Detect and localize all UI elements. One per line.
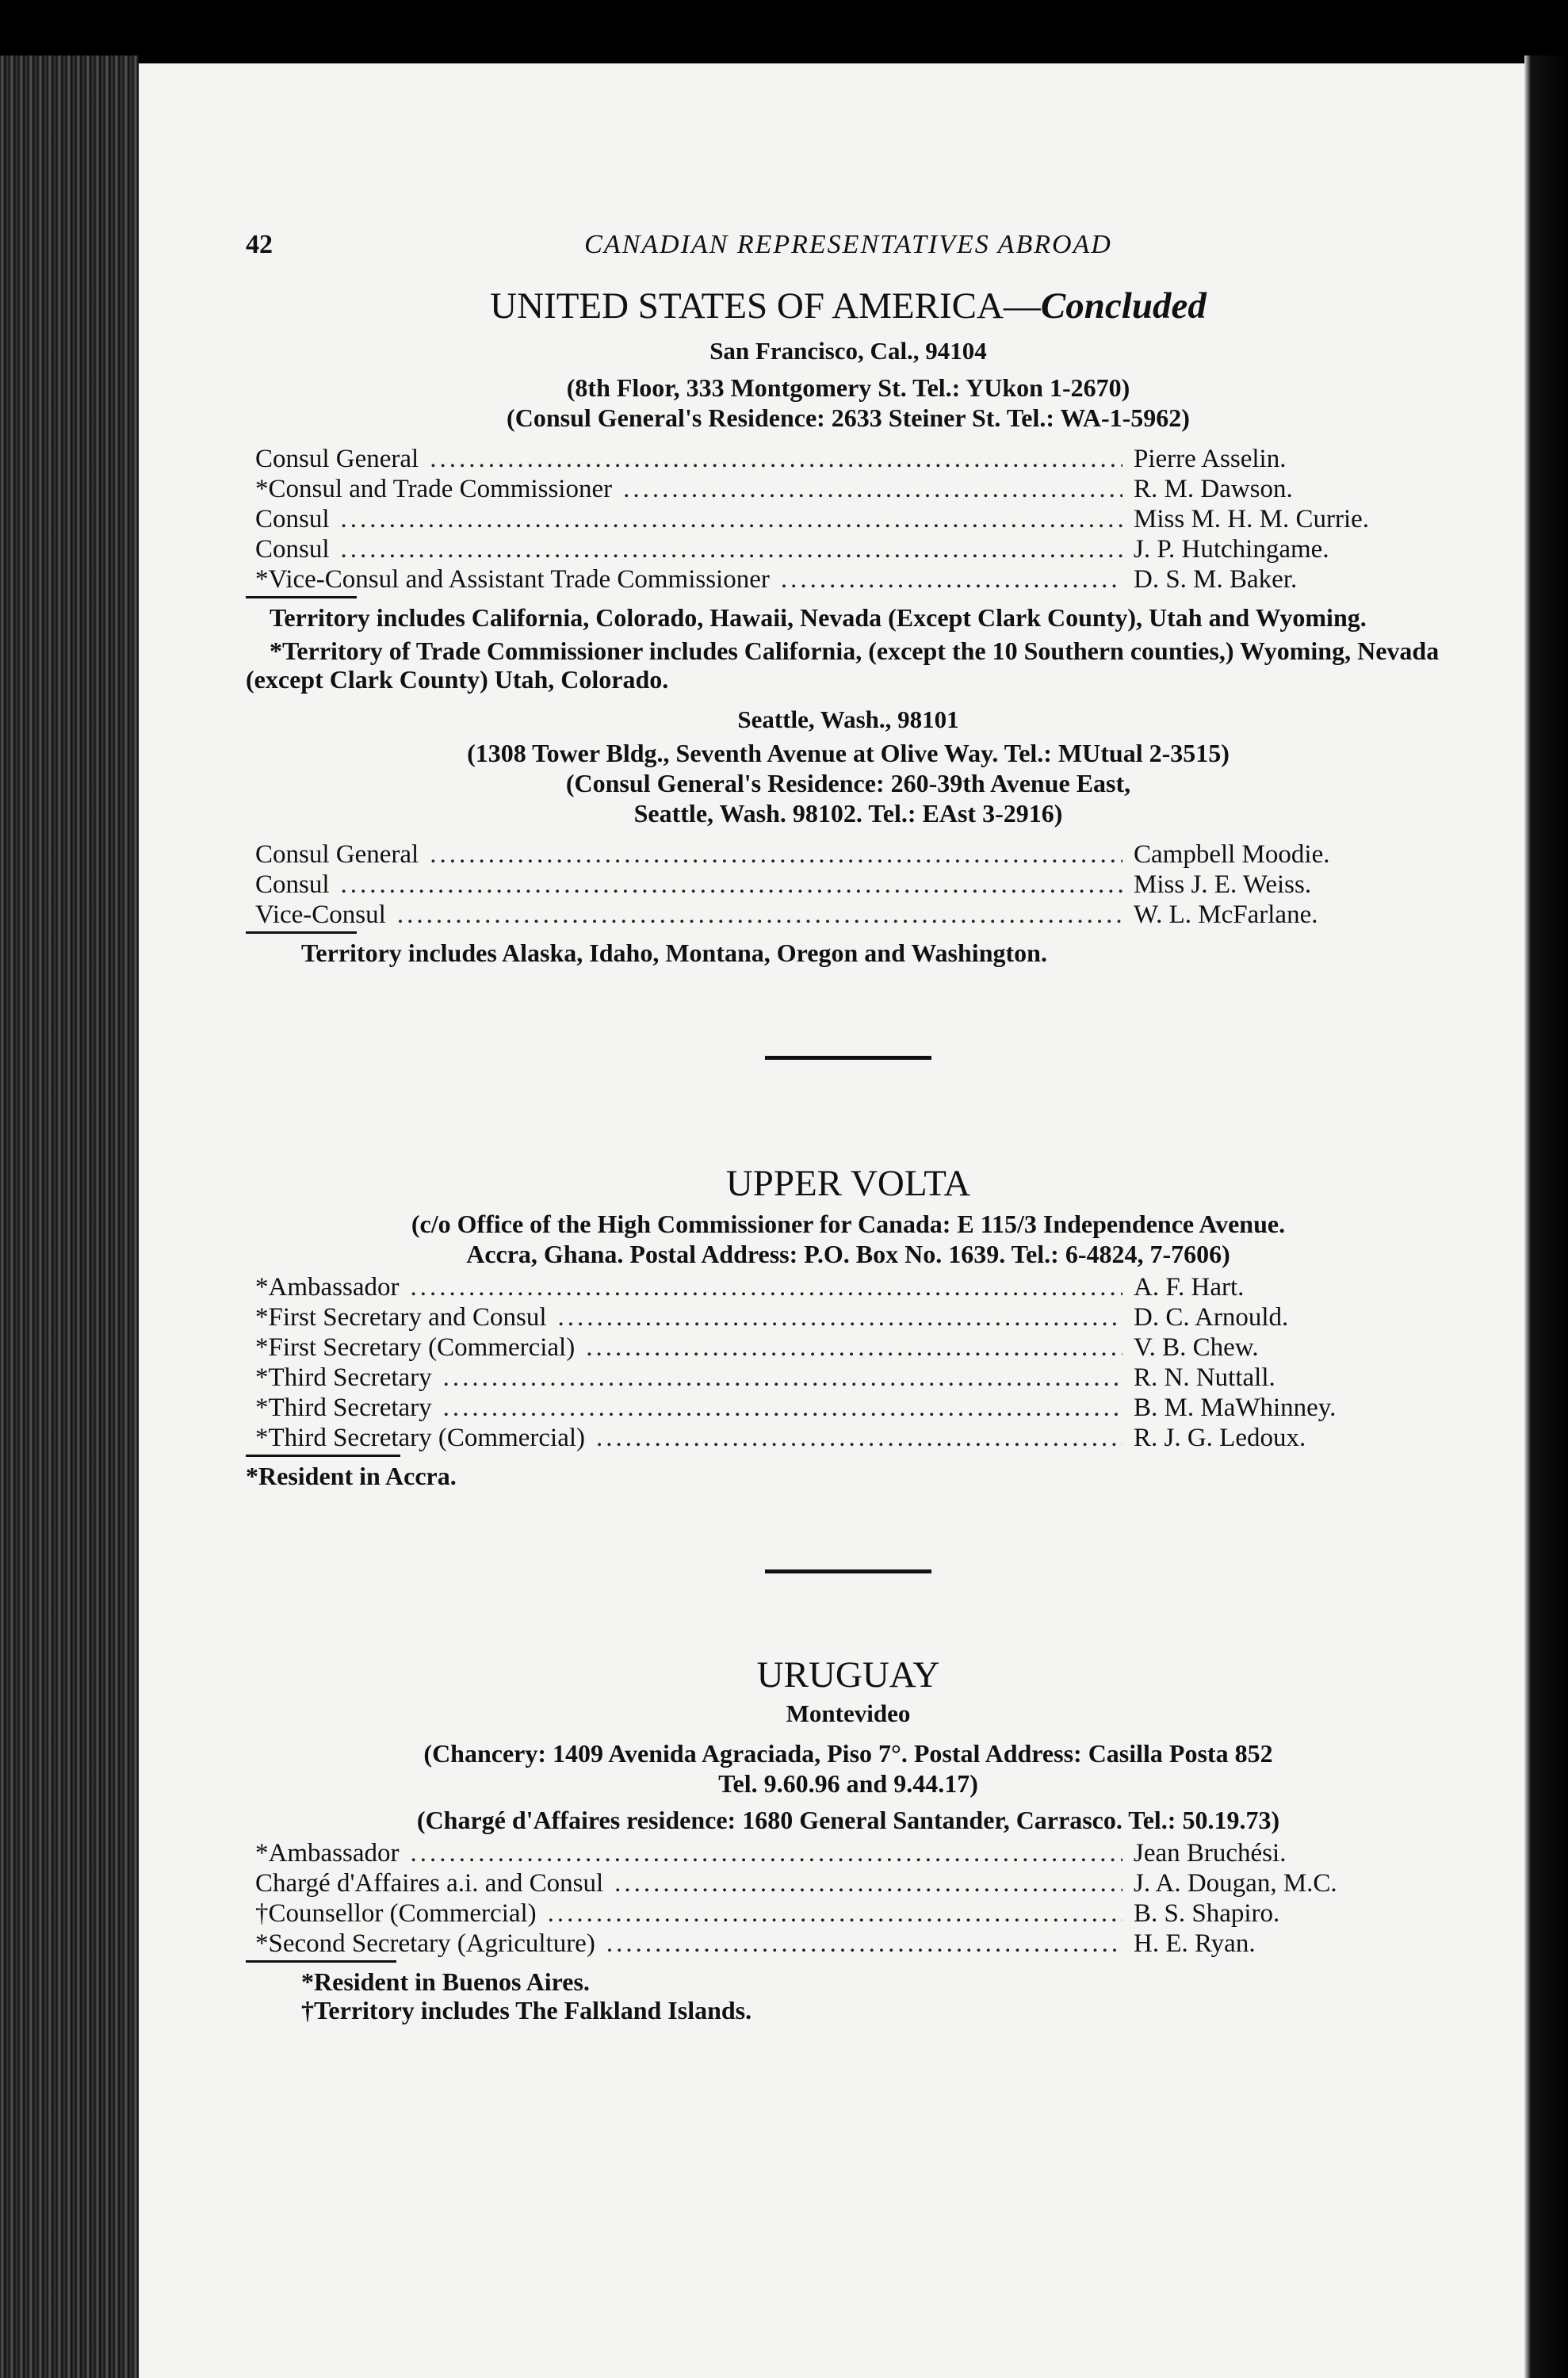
- uruguay-note-falklands: †Territory includes The Falkland Islands.: [301, 1996, 752, 2024]
- dot-leader: [430, 839, 1122, 870]
- staff-position: *Third Secretary (Commercial): [255, 1424, 585, 1452]
- seattle-staff-list: [246, 839, 1451, 930]
- staff-position: *Second Secretary (Agriculture): [255, 1929, 595, 1958]
- staff-name: A. F. Hart.: [1134, 1273, 1245, 1302]
- dot-leader: [397, 900, 1122, 930]
- staff-name: Miss M. H. M. Currie.: [1134, 505, 1370, 533]
- page-number: 42: [246, 230, 273, 259]
- footnote-separator: [246, 596, 357, 598]
- staff-name: R. M. Dawson.: [1134, 475, 1293, 503]
- staff-row: [246, 1929, 1451, 1959]
- staff-position: †Counsellor (Commercial): [255, 1899, 537, 1928]
- staff-position: Consul: [255, 505, 330, 533]
- sf-staff-list: [246, 444, 1451, 594]
- staff-position: *Consul and Trade Commissioner: [255, 475, 613, 503]
- staff-name: W. L. McFarlane.: [1134, 900, 1318, 929]
- staff-name: R. N. Nuttall.: [1134, 1363, 1275, 1392]
- sf-territory-note: Territory includes California, Colorado, Hawaii, Nevada (Except Clark County), Utah and Wyoming.: [270, 603, 1367, 632]
- staff-name: R. J. G. Ledoux.: [1134, 1424, 1306, 1452]
- staff-position: Vice-Consul: [255, 900, 386, 929]
- uruguay-title: URUGUAY: [756, 1654, 940, 1696]
- staff-name: Jean Bruchési.: [1134, 1839, 1287, 1868]
- usa-heading: [246, 284, 1451, 328]
- dot-leader: [341, 534, 1122, 564]
- uruguay-city: Montevideo: [786, 1699, 911, 1727]
- running-head: [246, 230, 1451, 277]
- uruguay-staff-list: [246, 1838, 1451, 1959]
- upper-volta-address-line2: Accra, Ghana. Postal Address: P.O. Box No. 1639. Tel.: 6-4824, 7-7606): [466, 1240, 1230, 1268]
- upper-volta-staff-list: [246, 1272, 1451, 1453]
- scan-shadow-left: [0, 55, 139, 2378]
- sf-city: San Francisco, Cal., 94104: [709, 337, 987, 365]
- staff-position: Consul: [255, 535, 330, 564]
- staff-position: *First Secretary and Consul: [255, 1303, 547, 1332]
- staff-name: Campbell Moodie.: [1134, 840, 1330, 869]
- seattle-territory-note: Territory includes Alaska, Idaho, Montana, Oregon and Washington.: [301, 939, 1047, 967]
- uruguay-residence: (Chargé d'Affaires residence: 1680 General Santander, Carrasco. Tel.: 50.19.73): [416, 1806, 1280, 1834]
- staff-name: H. E. Ryan.: [1134, 1929, 1256, 1958]
- sf-address: (8th Floor, 333 Montgomery St. Tel.: YUkon 1-2670): [566, 373, 1130, 402]
- seattle-residence-line1: (Consul General's Residence: 260-39th Avenue East,: [565, 769, 1131, 797]
- staff-name: D. C. Arnould.: [1134, 1303, 1289, 1332]
- staff-position: Consul: [255, 870, 330, 899]
- seattle-city: Seattle, Wash., 98101: [737, 705, 959, 733]
- staff-position: *Ambassador: [255, 1839, 400, 1868]
- dot-leader: [623, 474, 1122, 504]
- staff-name: D. S. M. Baker.: [1134, 565, 1298, 594]
- footnote-separator: [246, 1455, 400, 1457]
- upper-volta-note: *Resident in Accra.: [246, 1462, 457, 1490]
- usa-title: UNITED STATES OF AMERICA—: [490, 285, 1041, 327]
- usa-title-suffix: Concluded: [1040, 285, 1207, 327]
- staff-position: *First Secretary (Commercial): [255, 1333, 576, 1362]
- uruguay-address-line1: (Chancery: 1409 Avenida Agraciada, Piso 7°. Postal Address: Casilla Posta 852: [423, 1739, 1273, 1768]
- staff-row: [246, 1272, 1451, 1302]
- staff-name: B. M. MaWhinney.: [1134, 1394, 1337, 1422]
- staff-row: [246, 564, 1451, 594]
- staff-row: [246, 1838, 1451, 1868]
- staff-position: Chargé d'Affaires a.i. and Consul: [255, 1869, 604, 1898]
- staff-row: [246, 870, 1451, 900]
- scan-shadow-right: [1524, 55, 1568, 2378]
- dot-leader: [781, 564, 1122, 594]
- staff-position: Consul General: [255, 445, 419, 473]
- uruguay-note-buenos-aires: *Resident in Buenos Aires.: [301, 1967, 590, 1996]
- staff-name: Miss J. E. Weiss.: [1134, 870, 1312, 899]
- staff-position: *Third Secretary: [255, 1394, 432, 1422]
- staff-row: [246, 1868, 1451, 1898]
- staff-position: Consul General: [255, 840, 419, 869]
- staff-row: [246, 1363, 1451, 1393]
- staff-position: *Third Secretary: [255, 1363, 432, 1392]
- dot-leader: [596, 1423, 1122, 1453]
- uruguay-address-line2: Tel. 9.60.96 and 9.44.17): [718, 1769, 978, 1798]
- staff-name: V. B. Chew.: [1134, 1333, 1259, 1362]
- dot-leader: [606, 1929, 1122, 1959]
- dot-leader: [430, 444, 1122, 474]
- staff-row: [246, 444, 1451, 474]
- seattle-address: (1308 Tower Bldg., Seventh Avenue at Olive Way. Tel.: MUtual 2-3515): [467, 739, 1230, 767]
- staff-row: [246, 1302, 1451, 1332]
- sf-trade-territory-note: *Territory of Trade Commissioner includes California, (except the 10 Southern counties,) Wyoming, Nevada (except Clark County) Utah, Colorado.: [246, 637, 1440, 694]
- staff-name: B. S. Shapiro.: [1134, 1899, 1280, 1928]
- upper-volta-address-line1: (c/o Office of the High Commissioner for Canada: E 115/3 Independence Avenue.: [411, 1210, 1286, 1238]
- dot-leader: [443, 1363, 1122, 1393]
- staff-name: J. A. Dougan, M.C.: [1134, 1869, 1337, 1898]
- staff-row: [246, 474, 1451, 504]
- dot-leader: [410, 1272, 1122, 1302]
- staff-row: [246, 1423, 1451, 1453]
- staff-row: [246, 839, 1451, 870]
- staff-row: [246, 900, 1451, 930]
- dot-leader: [586, 1332, 1122, 1363]
- dot-leader: [548, 1898, 1122, 1929]
- staff-row: [246, 1332, 1451, 1363]
- staff-name: Pierre Asselin.: [1134, 445, 1287, 473]
- dot-leader: [443, 1393, 1122, 1423]
- dot-leader: [558, 1302, 1122, 1332]
- staff-position: *Vice-Consul and Assistant Trade Commissioner: [255, 565, 770, 594]
- footnote-separator: [246, 931, 357, 934]
- staff-name: J. P. Hutchingame.: [1134, 535, 1329, 564]
- seattle-residence-line2: Seattle, Wash. 98102. Tel.: EAst 3-2916): [633, 799, 1063, 828]
- dot-leader: [341, 870, 1122, 900]
- staff-position: *Ambassador: [255, 1273, 400, 1302]
- sf-residence: (Consul General's Residence: 2633 Steiner St. Tel.: WA-1-5962): [507, 403, 1190, 432]
- staff-row: [246, 534, 1451, 564]
- footnote-separator: [246, 1960, 396, 1963]
- staff-row: [246, 1393, 1451, 1423]
- dot-leader: [614, 1868, 1122, 1898]
- running-head-title: CANADIAN REPRESENTATIVES ABROAD: [584, 230, 1112, 259]
- staff-row: [246, 504, 1451, 534]
- document-page: [139, 63, 1524, 2378]
- dot-leader: [410, 1838, 1122, 1868]
- page-content: [246, 230, 1451, 2024]
- upper-volta-title: UPPER VOLTA: [725, 1163, 971, 1204]
- dot-leader: [341, 504, 1122, 534]
- staff-row: [246, 1898, 1451, 1929]
